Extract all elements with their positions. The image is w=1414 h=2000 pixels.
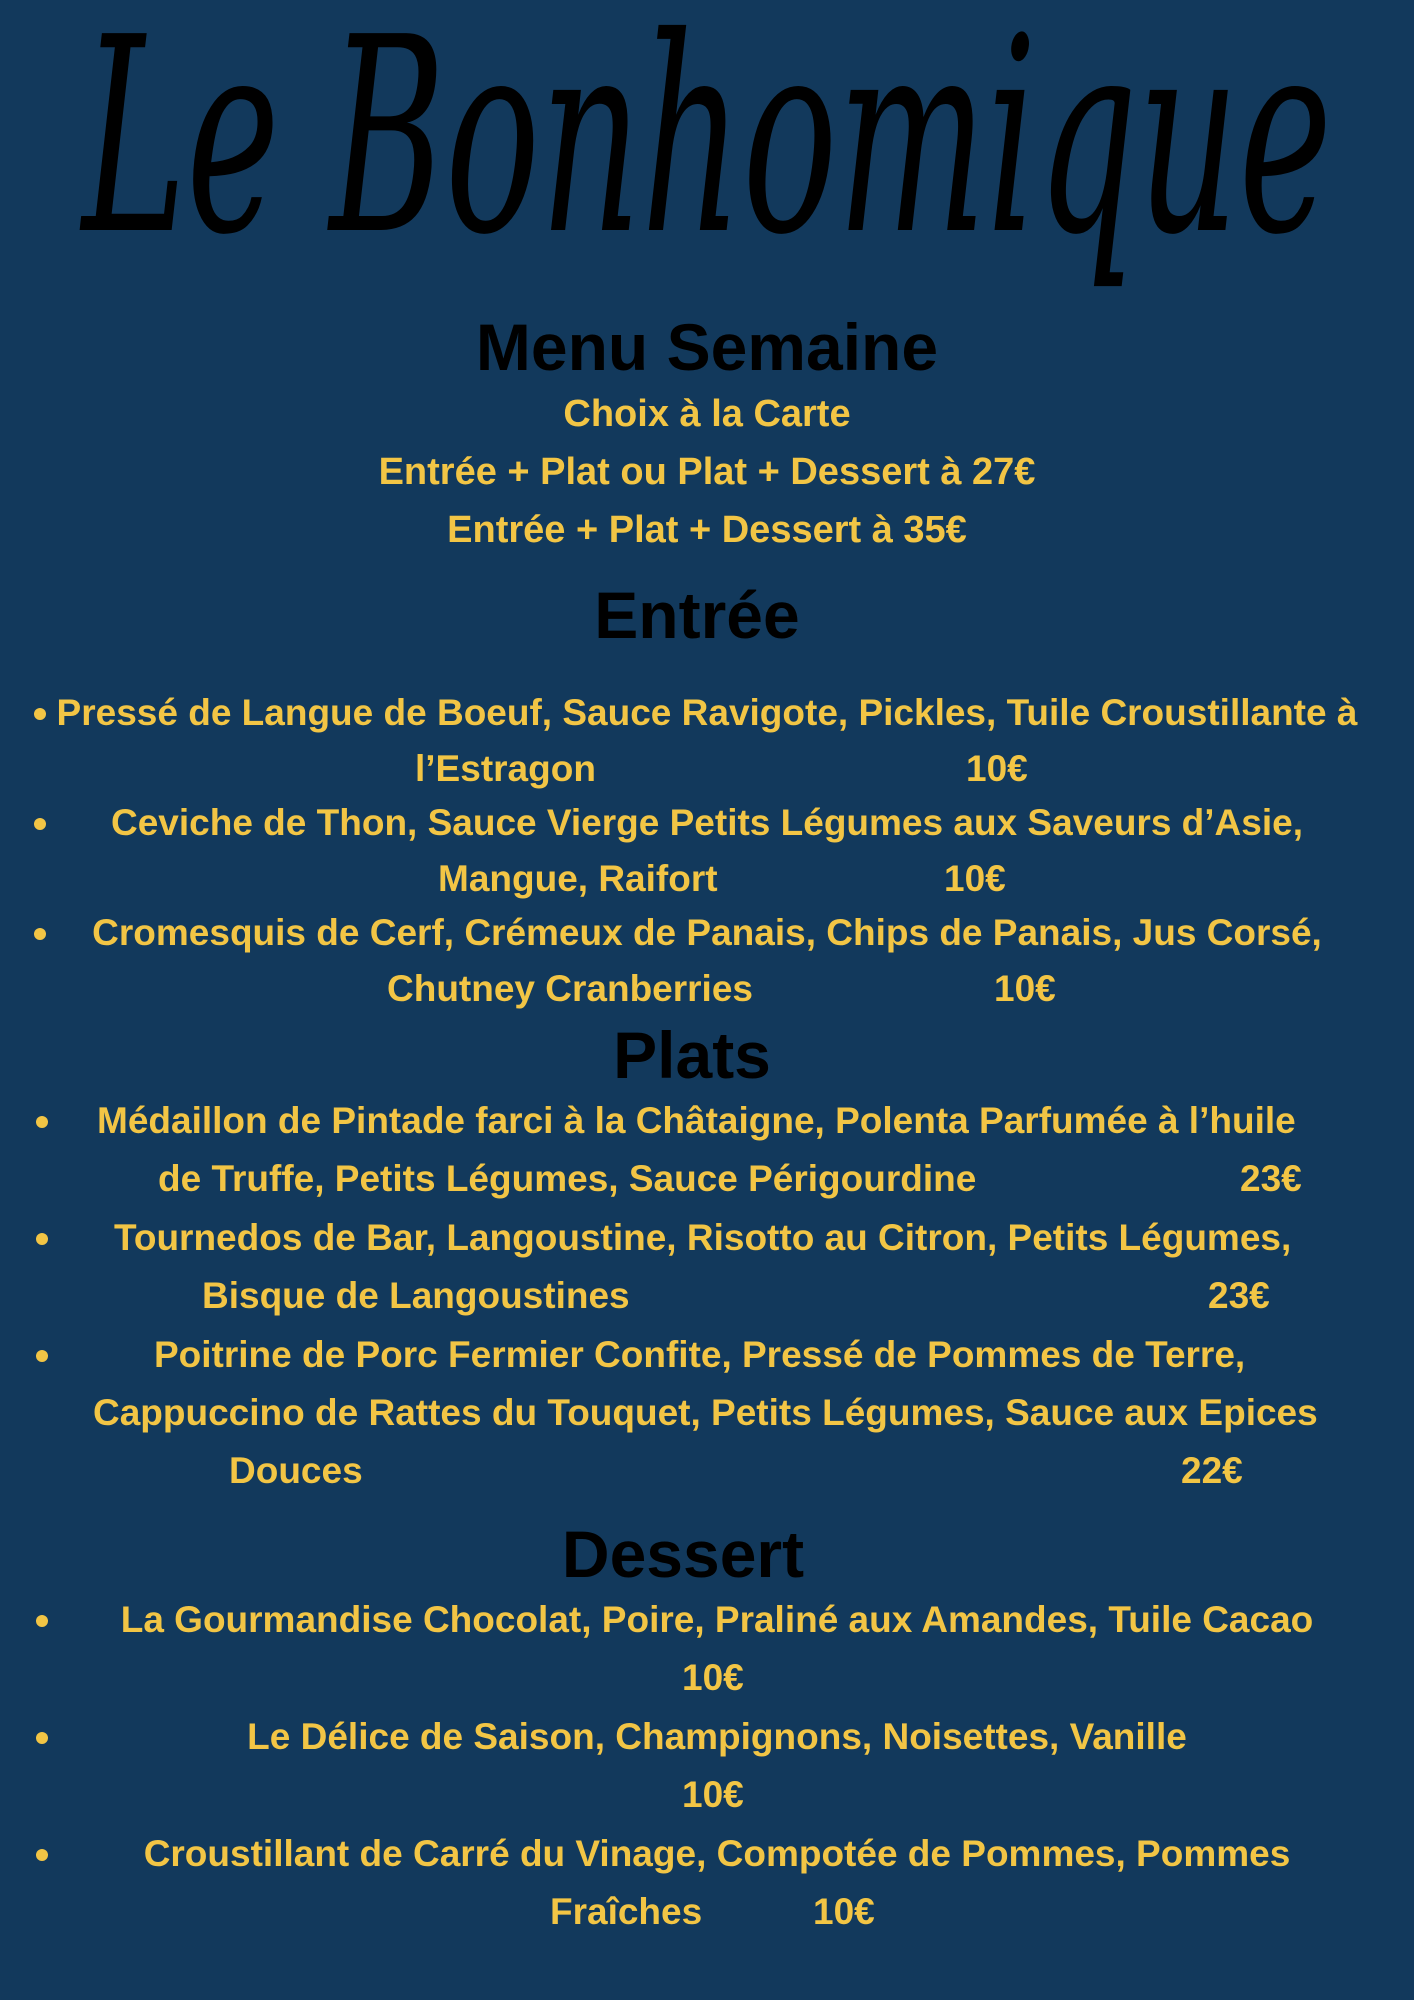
item-description: Poitrine de Porc Fermier Confite, Pressé de Pommes de Terre, [154, 1334, 1246, 1375]
item-description: Cappuccino de Rattes du Touquet, Petits Légumes, Sauce aux Epices [93, 1392, 1318, 1433]
item-description: Croustillant de Carré du Vinage, Compotée de Pommes, Pommes [143, 1833, 1291, 1874]
item-description: Fraîches [550, 1891, 703, 1932]
item-description: La Gourmandise Chocolat, Poire, Praliné aux Amandes, Tuile Cacao [120, 1599, 1314, 1640]
item-price: 10€ [682, 1657, 744, 1698]
item-price: 23€ [1208, 1275, 1270, 1316]
item-price: 23€ [1240, 1158, 1302, 1199]
section-title-dessert: Dessert [561, 1517, 805, 1591]
menu-choice-line: Choix à la Carte [563, 393, 851, 435]
item-description: Le Délice de Saison, Champignons, Noisettes, Vanille [247, 1716, 1187, 1757]
bullet-icon [36, 1350, 48, 1362]
menu-price-formula-2: Entrée + Plat + Dessert à 35€ [447, 509, 967, 551]
item-description: Cromesquis de Cerf, Crémeux de Panais, Chips de Panais, Jus Corsé, [92, 912, 1322, 953]
item-description: Pressé de Langue de Boeuf, Sauce Ravigote, Pickles, Tuile Croustillante à [56, 692, 1358, 733]
menu-title: Menu Semaine [475, 310, 939, 384]
item-description: Médaillon de Pintade farci à la Châtaigne, Polenta Parfumée à l’huile [97, 1100, 1296, 1141]
item-description: Douces [229, 1450, 363, 1491]
item-price: 22€ [1181, 1450, 1243, 1491]
menu-price-formula-1: Entrée + Plat ou Plat + Dessert à 27€ [378, 451, 1036, 493]
restaurant-logo [0, 0, 1414, 310]
item-price: 10€ [944, 858, 1006, 899]
item-description: Ceviche de Thon, Sauce Vierge Petits Légumes aux Saveurs d’Asie, [110, 802, 1303, 843]
item-description: Mangue, Raifort [438, 858, 718, 899]
item-price: 10€ [682, 1774, 744, 1815]
item-description: l’Estragon [415, 748, 596, 789]
item-price: 10€ [813, 1891, 875, 1932]
item-description: de Truffe, Petits Légumes, Sauce Périgourdine [158, 1158, 977, 1199]
item-description: Tournedos de Bar, Langoustine, Risotto au Citron, Petits Légumes, [114, 1217, 1292, 1258]
item-price: 10€ [966, 748, 1028, 789]
item-description: Chutney Cranberries [387, 968, 753, 1009]
bullet-icon [36, 1233, 48, 1245]
section-title-plats: Plats [613, 1018, 771, 1092]
item-description: Bisque de Langoustines [202, 1275, 630, 1316]
bullet-icon [36, 1116, 48, 1128]
section-title-entree: Entrée [594, 578, 800, 652]
item-price: 10€ [994, 968, 1056, 1009]
restaurant-name: Le Bonhomique [79, 0, 1333, 294]
